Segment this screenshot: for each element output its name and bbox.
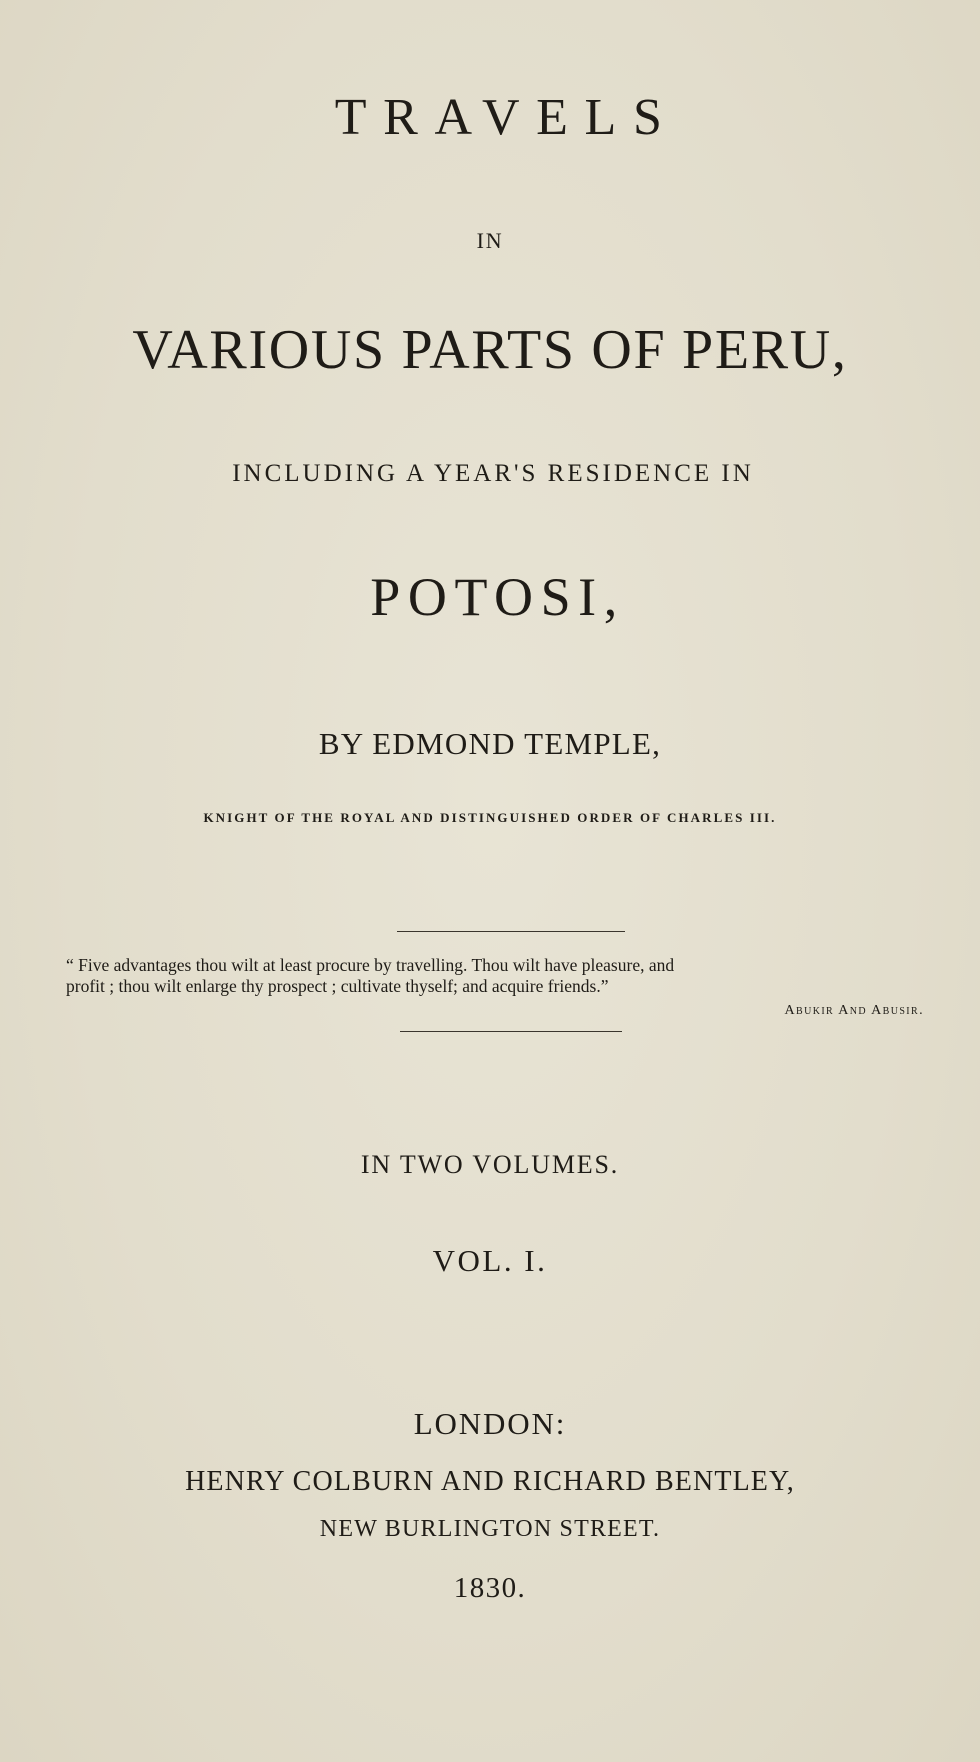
title-in: IN xyxy=(476,228,504,253)
epigraph xyxy=(66,955,946,997)
author-line: BY EDMOND TEMPLE, xyxy=(318,726,662,761)
epigraph-rule-bottom xyxy=(400,1031,622,1032)
epigraph-rule-top xyxy=(397,931,625,932)
epigraph-line-2: profit ; thou wilt enlarge thy prospect ; cultivate thyself; and acquire friends.” xyxy=(66,976,609,996)
subtitle: INCLUDING A YEAR'S RESIDENCE IN xyxy=(232,460,754,487)
author-honor: KNIGHT OF THE ROYAL AND DISTINGUISHED ORDER OF CHARLES III. xyxy=(203,810,777,825)
volume-number: VOL. I. xyxy=(432,1243,548,1278)
epigraph-attribution: Abukir And Abusir. xyxy=(784,1003,924,1018)
epigraph-line-1: “ Five advantages thou wilt at least procure by travelling. Thou wilt have pleasure, and xyxy=(66,955,675,975)
title-travels: TRAVELS xyxy=(334,89,679,146)
imprint-city: LONDON: xyxy=(413,1406,567,1441)
volumes-note: IN TWO VOLUMES. xyxy=(360,1150,620,1179)
imprint-year: 1830. xyxy=(453,1572,527,1604)
title-various-parts-of-peru: VARIOUS PARTS OF PERU, xyxy=(132,319,848,381)
imprint-publisher: HENRY COLBURN AND RICHARD BENTLEY, xyxy=(185,1466,795,1497)
title-potosi: POTOSI, xyxy=(370,567,625,627)
imprint-street: NEW BURLINGTON STREET. xyxy=(319,1516,661,1542)
